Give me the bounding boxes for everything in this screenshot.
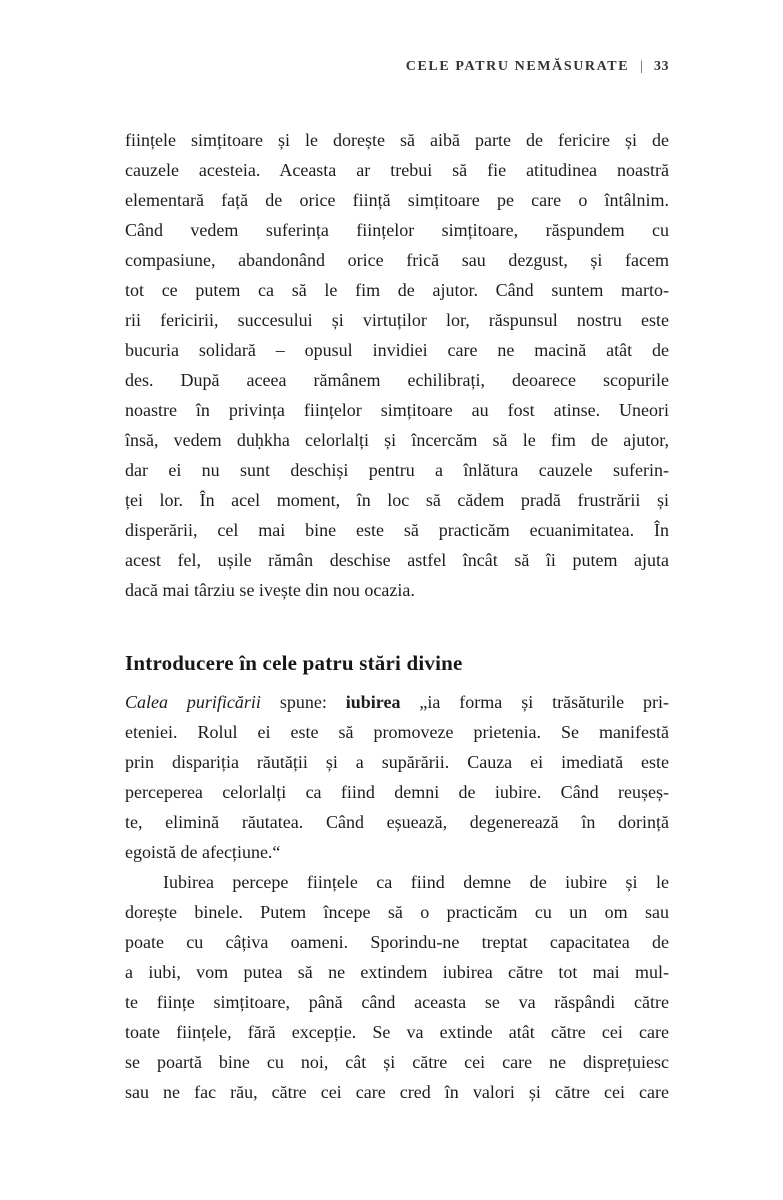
text-line: se poartă bine cu noi, cât și către cei care ne disprețuiesc xyxy=(125,1052,669,1072)
text-line: compasiune, abandonând orice frică sau dezgust, și facem xyxy=(125,250,669,270)
text-line: Când vedem suferința ființelor simțitoare, răspundem cu xyxy=(125,220,669,240)
text-segment: „ia forma și trăsăturile pri- xyxy=(400,692,670,712)
term-bold: iubirea xyxy=(345,692,401,712)
running-header-title: CELE PATRU NEMĂSURATE xyxy=(405,59,630,74)
text-line: însă, vedem duḥkha celorlalți și încercăm să le fim de ajutor, xyxy=(125,430,669,450)
text-line: elementară față de orice ființă simțitoare pe care o întâlnim. xyxy=(125,190,669,210)
text-line: perceperea celorlalți ca fiind demni de iubire. Când reușeș- xyxy=(125,782,669,802)
text-line: ței lor. În acel moment, în loc să cădem pradă frustrării și xyxy=(125,490,669,510)
text-line: dacă mai târziu se ivește din nou ocazia. xyxy=(125,580,415,600)
text-line: disperării, cel mai bine este să practicăm ecuanimitatea. În xyxy=(125,520,669,540)
section-heading: Introducere în cele patru stări divine xyxy=(125,651,463,675)
text-segment: spune: xyxy=(260,692,346,712)
text-line: cauzele acesteia. Aceasta ar trebui să fie atitudinea noastră xyxy=(125,160,669,180)
text-line: dorește binele. Putem începe să o practicăm cu un om sau xyxy=(125,902,669,922)
work-title-italic: Calea purificării xyxy=(125,692,261,712)
text-line: prin dispariția răutății și a supărării. Cauza ei imediată este xyxy=(125,752,669,772)
text-line: dar ei nu sunt deschiși pentru a înlătura cauzele suferin- xyxy=(125,460,669,480)
text-line: des. După aceea rămânem echilibrați, deoarece scopurile xyxy=(125,370,669,390)
text-line: acest fel, ușile rămân deschise astfel încât să îi putem ajuta xyxy=(125,550,669,570)
text-line: Iubirea percepe ființele ca fiind demne de iubire și le xyxy=(163,872,669,892)
text-line: te ființe simțitoare, până când aceasta se va răspândi către xyxy=(125,992,669,1012)
text-line: sau ne fac rău, către cei care cred în valori și către cei care xyxy=(125,1082,669,1102)
running-header xyxy=(125,59,669,75)
text-line: bucuria solidară – opusul invidiei care ne macină atât de xyxy=(125,340,669,360)
text-line: egoistă de afecțiune.“ xyxy=(125,842,281,862)
text-line: te, elimină răutatea. Când eșuează, degenerează în dorință xyxy=(125,812,669,832)
text-line: rii fericirii, succesului și virtuților lor, răspunsul nostru este xyxy=(125,310,669,330)
text-line: a iubi, vom putea să ne extindem iubirea către tot mai mul- xyxy=(125,962,669,982)
text-line: toate ființele, fără excepție. Se va extinde atât către cei care xyxy=(125,1022,669,1042)
paragraph-2 xyxy=(125,687,669,867)
text-block xyxy=(125,125,669,1107)
header-separator: | xyxy=(640,59,643,74)
paragraph-1 xyxy=(125,125,669,605)
text-line: eteniei. Rolul ei este să promoveze prietenia. Se manifestă xyxy=(125,722,669,742)
text-line: noastre în privința ființelor simțitoare au fost atinse. Uneori xyxy=(125,400,669,420)
text-line: tot ce putem ca să le fim de ajutor. Când suntem marto- xyxy=(125,280,669,300)
text-line xyxy=(125,687,669,717)
text-line: ființele simțitoare și le dorește să aibă parte de fericire și de xyxy=(125,130,669,150)
paragraph-3 xyxy=(125,867,669,1107)
page-number: 33 xyxy=(654,59,669,74)
text-line: poate cu câțiva oameni. Sporindu-ne treptat capacitatea de xyxy=(125,932,669,952)
